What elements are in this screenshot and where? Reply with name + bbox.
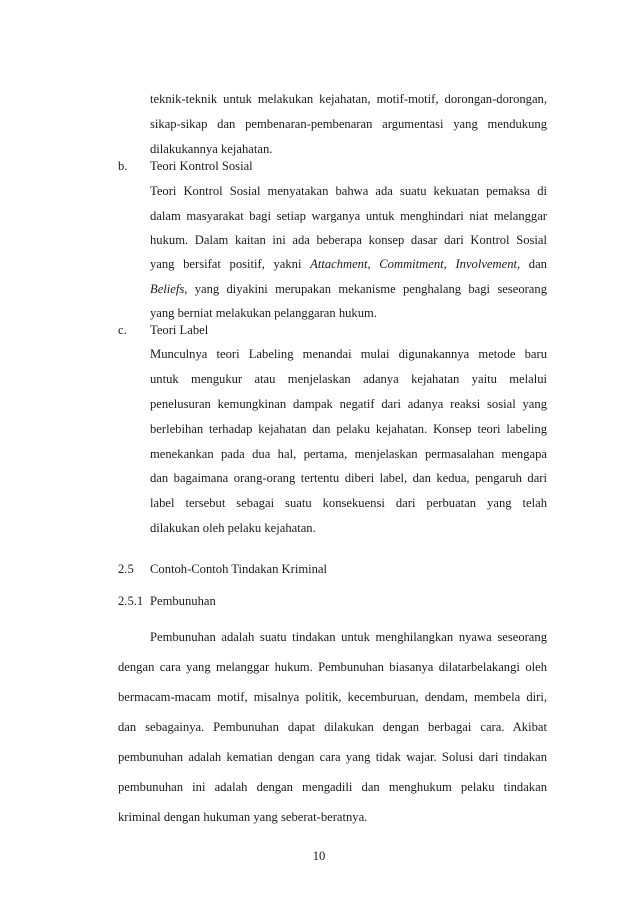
text-run: , yang diyakini merupakan mekanisme penghalang bagi seseorang <box>184 282 547 296</box>
body-line: Teori Kontrol Sosial menyatakan bahwa ada suatu kekuatan pemaksa di <box>150 184 547 198</box>
paragraph-line: dengan cara yang melanggar hukum. Pembunuhan biasanya dilatarbelakangi oleh <box>118 660 547 674</box>
paragraph-line: dan sebagainya. Pembunuhan dapat dilakukan dengan berbagai cara. Akibat <box>118 720 547 734</box>
paragraph-line: Pembunuhan adalah suatu tindakan untuk menghilangkan nyawa seseorang <box>150 630 547 644</box>
paragraph-line: kriminal dengan hukuman yang seberat-beratnya. <box>118 810 368 824</box>
body-line: dan bagaimana orang-orang tertentu diberi label, dan kedua, pengaruh dari <box>150 471 547 485</box>
text-run: , <box>367 257 371 271</box>
body-line: menekankan pada dua hal, pertama, menjelaskan permasalahan mengapa <box>150 447 547 461</box>
text-run: , dan <box>517 257 547 271</box>
paragraph-line: pembunuhan ini adalah dengan mengadili dan menghukum pelaku tindakan <box>118 780 547 794</box>
subsection-number: 2.5.1 <box>118 594 144 608</box>
body-line: berlebihan terhadap kejahatan dan pelaku kejahatan. Konsep teori labeling <box>150 422 547 436</box>
body-line: dalam masyarakat bagi setiap warganya untuk menghindari niat melanggar <box>150 209 547 223</box>
section-number: 2.5 <box>118 562 134 576</box>
list-item-heading: Teori Label <box>150 323 209 337</box>
term-attachment: Attachment <box>310 257 368 271</box>
body-line: dilakukan oleh pelaku kejahatan. <box>150 521 316 535</box>
text-run: yang bersifat positif, yakni <box>150 257 302 271</box>
term-beliefs: Beliefs <box>150 282 185 296</box>
body-line: label tersebut sebagai suatu konsekuensi dari perbuatan yang telah <box>150 496 547 510</box>
body-line <box>150 283 547 296</box>
list-item-heading: Teori Kontrol Sosial <box>150 159 253 173</box>
body-line: untuk mengukur atau menjelaskan adanya kejahatan yaitu melalui <box>150 372 547 386</box>
subsection-title: Pembunuhan <box>150 594 216 608</box>
body-line: hukum. Dalam kaitan ini ada beberapa konsep dasar dari Kontrol Sosial <box>150 233 547 247</box>
body-line: yang berniat melakukan pelanggaran hukum. <box>150 306 377 320</box>
body-line <box>150 258 547 271</box>
text-run: , <box>443 257 447 271</box>
body-line: penelusuran kemungkinan dampak negatif dari adanya reaksi sosial yang <box>150 397 547 411</box>
body-line: sikap-sikap dan pembenaran-pembenaran argumentasi yang mendukung <box>150 117 547 131</box>
page-number: 10 <box>312 849 326 863</box>
term-involvement: Involvement <box>455 257 517 271</box>
term-commitment: Commitment <box>379 257 444 271</box>
list-marker: b. <box>118 159 128 173</box>
body-line: teknik-teknik untuk melakukan kejahatan, motif-motif, dorongan-dorongan, <box>150 92 547 106</box>
body-line: dilakukannya kejahatan. <box>150 142 273 156</box>
body-line: Munculnya teori Labeling menandai mulai digunakannya metode baru <box>150 347 547 361</box>
list-marker: c. <box>118 323 127 337</box>
section-title: Contoh-Contoh Tindakan Kriminal <box>150 562 328 576</box>
paragraph-line: bermacam-macam motif, misalnya politik, kecemburuan, dendam, membela diri, <box>118 690 547 704</box>
paragraph-line: pembunuhan adalah kematian dengan cara yang tidak wajar. Solusi dari tindakan <box>118 750 547 764</box>
